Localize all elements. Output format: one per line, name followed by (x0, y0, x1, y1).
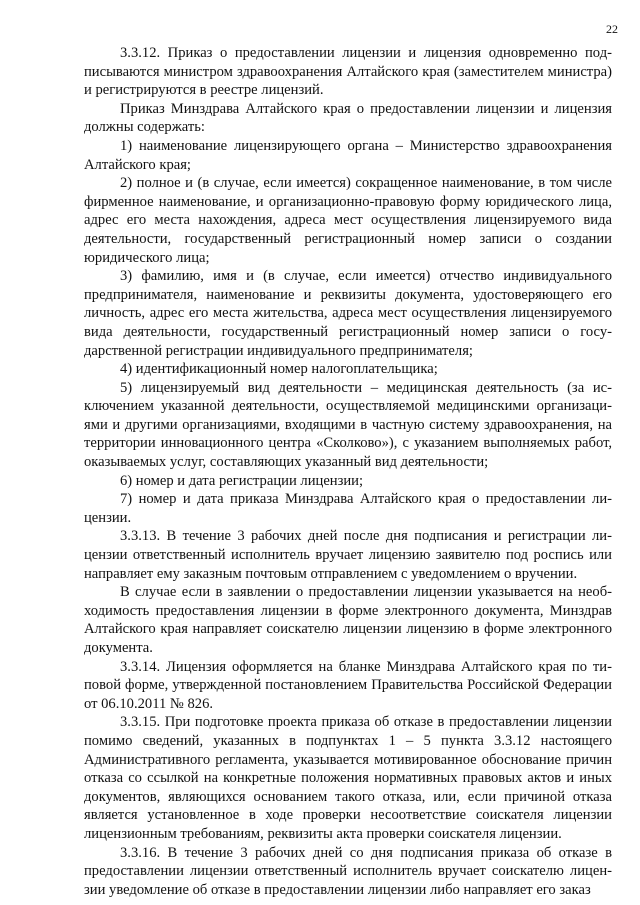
paragraph-electronic-license: В случае если в заявлении о предоставлении лицензии указывается на необходимость предоставления лицензии в форме электронного документа, Минздрав Алтайского края направляет соискателю лицензии лицензию в форме электронного документа. (84, 584, 612, 656)
paragraph-3-3-16: 3.3.16. В течение 3 рабочих дней со дня подписания приказа об отказе в предоставлении лицензии ответственный исполнитель вручает соискателю лицензии уведомление об отказе в предоставлении лицензии либо направляет его заказ (84, 844, 612, 898)
paragraph-3-3-15: 3.3.15. При подготовке проекта приказа об отказе в предоставлении лицензии помимо сведений, указанных в подпунктах 1 – 5 пункта 3.3.12 настоящего Административного регламента, указывается мотивированное обоснование причин отказа со ссылкой на конкретные положения нормативных правовых актов и иных документов, являющихся основанием такого отказа, или, если причиной отказа является установленное в ходе проверки несоответствие соискателя лицензии лицензионным требованиям, реквизиты акта проверки соискателя лицензии. (84, 714, 612, 842)
list-item-4: 4) идентификационный номер налогоплательщика; (120, 361, 438, 378)
paragraph-3-3-12: 3.3.12. Приказ о предоставлении лицензии и лицензия одновременно подписываются министром здравоохранения Алтайского края (заместителем министра) и регистрируются в реестре лицензий. (84, 45, 612, 99)
list-item-2: 2) полное и (в случае, если имеется) сокращенное наименование, в том числе фирменное наименование, и организационно-правовую форму юридического лица, адрес его места нахождения, адреса мест осуществления лицензируемого вида деятельности, государственный регистрационный номер записи о создании юридического лица; (84, 175, 612, 266)
paragraph-order-contents-intro: Приказ Минздрава Алтайского края о предоставлении лицензии и лицензия должны содержать: (84, 100, 612, 136)
list-item-5: 5) лицензируемый вид деятельности – медицинская деятельность (за исключением указанной деятельности, осуществляемой медицинскими организациями и другими организациями, входящими в частную систему здравоохранения, на территории инновационного центра «Сколково»), с указанием выполняемых работ, оказываемых услуг, составляющих указанный вид деятельности; (84, 379, 612, 471)
list-item-7: 7) номер и дата приказа Минздрава Алтайского края о предоставлении лицензии. (84, 491, 612, 526)
list-item-6: 6) номер и дата регистрации лицензии; (120, 472, 364, 489)
paragraph-3-3-13: 3.3.13. В течение 3 рабочих дней после дня подписания и регистрации лицензии ответственный исполнитель вручает лицензию заявителю под роспись или направляет ему заказным почтовым отправлением с уведомлением о вручении. (84, 528, 612, 582)
list-item-1: 1) наименование лицензирующего органа – Министерство здравоохранения Алтайского края; (84, 137, 612, 173)
paragraph-3-3-14: 3.3.14. Лицензия оформляется на бланке Минздрава Алтайского края по типовой форме, утвержденной постановлением Правительства Российской Федерации от 06.10.2011 № 826. (84, 658, 612, 712)
page-number: 22 (606, 22, 618, 36)
document-body (84, 44, 612, 899)
list-item-3: 3) фамилию, имя и (в случае, если имеется) отчество индивидуального предпринимателя, наименование и реквизиты документа, удостоверяющего его личность, адрес его места жительства, адреса мест осуществления лицензируемого вида деятельности, государственный регистрационный номер записи о государственной регистрации индивидуального предпринимателя; (84, 268, 612, 359)
